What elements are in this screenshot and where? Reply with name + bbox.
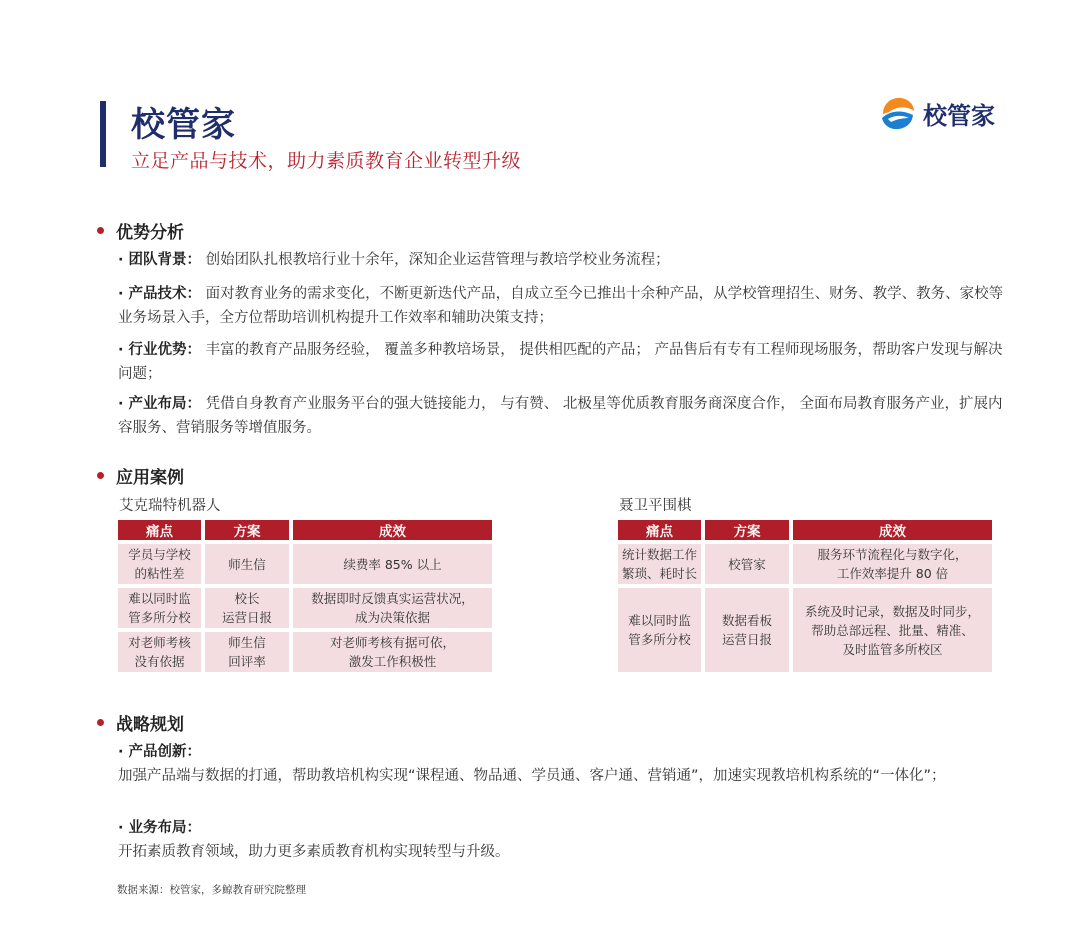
advantage-label: · 产业布局：: [118, 396, 202, 412]
data-source-note: 数据来源：校管家，多鲸教育研究院整理: [117, 884, 306, 896]
case-title-right: 聂卫平围棋: [619, 498, 692, 514]
table-row: [118, 544, 492, 584]
column-header-effect: 成效: [793, 520, 992, 540]
advantage-item: [118, 282, 1008, 330]
advantage-label: · 团队背景：: [118, 252, 202, 268]
advantage-text: 创始团队扎根教培行业十余年，深知企业运营管理与教培学校业务流程；: [205, 252, 670, 268]
bullet-dot-icon: [97, 719, 104, 726]
column-header-pain: 痛点: [118, 520, 201, 540]
column-header-plan: 方案: [205, 520, 289, 540]
advantage-item: [118, 392, 1008, 440]
advantage-text: 面对教育业务的需求变化，不断更新迭代产品，自成立至今已推出十余种产品，从学校管理招生、财务、教学、教务、家校等业务场景入手，全方位帮助培训机构提升工作效率和辅助决策支持；: [118, 286, 1004, 326]
cell-plan: 校管家: [705, 544, 789, 584]
table-row: [118, 588, 492, 628]
section-heading-advantages: [97, 218, 184, 243]
cell-plan: 师生信: [205, 544, 289, 584]
strategy-text: 开拓素质教育领域，助力更多素质教育机构实现转型与升级。: [118, 844, 510, 860]
cell-pain: 对老师考核 没有依据: [118, 632, 201, 672]
advantage-text: 凭借自身教育产业服务平台的强大链接能力， 与有赞、 北极星等优质教育服务商深度合作， 全面布局教育服务产业，扩展内容服务、营销服务等增值服务。: [118, 396, 1003, 436]
strategy-item: [118, 816, 1008, 864]
strategy-label: · 产品创新：: [118, 744, 202, 760]
section-heading-text: 战略规划: [116, 715, 184, 735]
case-title-left: 艾克瑞特机器人: [119, 498, 221, 514]
cell-plan: 校长 运营日报: [205, 588, 289, 628]
company-logo: [879, 94, 995, 132]
logo-mark-icon: [879, 94, 917, 132]
advantage-label: · 产品技术：: [118, 286, 202, 302]
page-title: 校管家: [131, 105, 236, 145]
strategy-label: · 业务布局：: [118, 820, 202, 836]
strategy-text: 加强产品端与数据的打通，帮助教培机构实现“课程通、物品通、学员通、客户通、营销通”，加速实现教培机构系统的“一体化”；: [118, 768, 946, 784]
cell-pain: 难以同时监 管多所分校: [618, 588, 701, 672]
table-row: [618, 544, 992, 584]
cell-effect: 数据即时反馈真实运营状况， 成为决策依据: [293, 588, 492, 628]
cell-pain: 难以同时监 管多所分校: [118, 588, 201, 628]
cell-plan: 数据看板 运营日报: [705, 588, 789, 672]
cell-plan: 师生信 回评率: [205, 632, 289, 672]
section-heading-strategy: [97, 710, 184, 735]
section-heading-text: 应用案例: [116, 468, 184, 488]
advantage-text: 丰富的教育产品服务经验， 覆盖多种教培场景， 提供相匹配的产品； 产品售后有专有工程师现场服务，帮助客户发现与解决问题；: [118, 342, 1003, 382]
cell-effect: 续费率 85% 以上: [293, 544, 492, 584]
cell-effect: 系统及时记录，数据及时同步， 帮助总部远程、批量、精准、 及时监管多所校区: [793, 588, 992, 672]
strategy-item: [118, 740, 1008, 788]
page-subtitle: 立足产品与技术，助力素质教育企业转型升级: [131, 150, 522, 172]
case-table-left: [114, 516, 496, 676]
cell-pain: 学员与学校 的粘性差: [118, 544, 201, 584]
table-row: [118, 632, 492, 672]
cell-pain: 统计数据工作 繁琐、耗时长: [618, 544, 701, 584]
cell-effect: 对老师考核有据可依， 激发工作积极性: [293, 632, 492, 672]
section-heading-cases: [97, 463, 184, 488]
bullet-dot-icon: [97, 227, 104, 234]
section-heading-text: 优势分析: [116, 223, 184, 243]
column-header-plan: 方案: [705, 520, 789, 540]
logo-text: 校管家: [923, 101, 995, 130]
cell-effect: 服务环节流程化与数字化， 工作效率提升 80 倍: [793, 544, 992, 584]
advantage-item: [118, 248, 1008, 272]
bullet-dot-icon: [97, 472, 104, 479]
column-header-effect: 成效: [293, 520, 492, 540]
title-accent-bar: [100, 101, 106, 167]
advantage-item: [118, 338, 1008, 386]
case-table-right: [614, 516, 996, 676]
advantage-label: · 行业优势：: [118, 342, 202, 358]
column-header-pain: 痛点: [618, 520, 701, 540]
table-row: [618, 588, 992, 672]
